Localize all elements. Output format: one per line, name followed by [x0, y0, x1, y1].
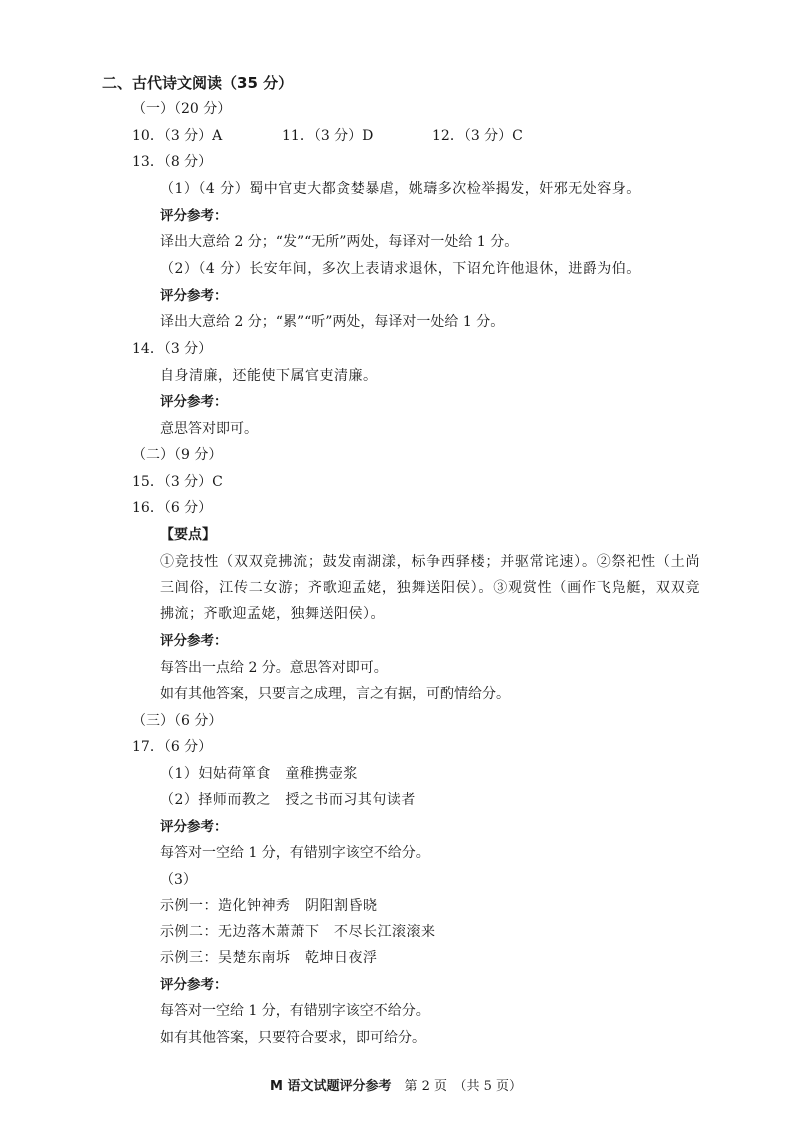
section-title: 二、古代诗文阅读（35 分） — [102, 74, 294, 92]
q16-rubric-text-1: 每答出一点给 2 分。意思答对即可。 — [160, 660, 388, 676]
q13-answer-1: （1）（4 分）蜀中官吏大都贪婪暴虐，姚璹多次检举揭发，奸邪无处容身。 — [160, 181, 641, 197]
q17-example-1: 示例一：造化钟神秀 阴阳割昏晓 — [160, 898, 378, 914]
q17-rubric-2-label: 评分参考： — [160, 977, 228, 993]
q17-part3-header: （3） — [160, 872, 197, 888]
q16-points-text: ①竞技性（双双竞拂流；鼓发南湖漾，标争西驿楼；并驱常诧速）。②祭祀性（土尚三闾俗，江传二女游；齐歌迎孟姥，独舞送阳侯）。③观赏性（画作飞凫艇，双双竞拂流；齐歌迎孟姥，独舞送阳侯）。 — [160, 554, 700, 622]
footer-doc-title: M 语文试题评分参考 — [270, 1079, 392, 1094]
q17-example-2: 示例二：无边落木萧萧下 不尽长江滚滚来 — [160, 924, 436, 940]
part3-header: （三）（6 分） — [132, 713, 223, 729]
q17-example-3: 示例三：吴楚东南坼 乾坤日夜浮 — [160, 950, 378, 966]
q11-answer: 11．（3 分）D — [282, 128, 374, 144]
q12-answer: 12．（3 分）C — [432, 128, 523, 144]
q16-points-label: 【要点】 — [160, 527, 216, 543]
q13-rubric-1-label: 评分参考： — [160, 208, 228, 224]
q17-rubric-1-text: 每答对一空给 1 分，有错别字该空不给分。 — [160, 845, 430, 861]
q14-rubric-label: 评分参考： — [160, 394, 228, 410]
q14-rubric-text: 意思答对即可。 — [160, 421, 258, 437]
q16-rubric-text-2: 如有其他答案，只要言之成理，言之有据，可酌情给分。 — [160, 686, 510, 702]
q13-rubric-2-text: 译出大意给 2 分；“累”“听”两处，每译对一处给 1 分。 — [160, 314, 505, 330]
part1-header: （一）（20 分） — [132, 101, 232, 117]
part2-header: （二）（9 分） — [132, 447, 223, 463]
q17-rubric-2-text-1: 每答对一空给 1 分，有错别字该空不给分。 — [160, 1003, 430, 1019]
q14-answer: 自身清廉，还能使下属官吏清廉。 — [160, 368, 378, 384]
q14-header: 14．（3 分） — [132, 341, 213, 357]
q13-header: 13．（8 分） — [132, 154, 213, 170]
q17-rubric-2-text-2: 如有其他答案，只要符合要求，即可给分。 — [160, 1030, 426, 1046]
q17-answer-2: （2）择师而教之 授之书而习其句读者 — [160, 792, 416, 808]
q16-header: 16．（6 分） — [132, 500, 213, 516]
q16-rubric-label: 评分参考： — [160, 633, 228, 649]
page-footer — [270, 1077, 522, 1097]
q13-answer-2: （2）（4 分）长安年间，多次上表请求退休，下诏允许他退休，进爵为伯。 — [160, 261, 641, 277]
q10-answer: 10．（3 分）A — [132, 128, 223, 144]
q13-rubric-2-label: 评分参考： — [160, 288, 228, 304]
q17-rubric-1-label: 评分参考： — [160, 819, 228, 835]
q15-answer: 15．（3 分）C — [132, 474, 223, 490]
footer-page-number: 第 2 页 （共 5 页） — [404, 1079, 523, 1094]
q17-answer-1: （1）妇姑荷箪食 童稚携壶浆 — [160, 766, 358, 782]
q13-rubric-1-text: 译出大意给 2 分；“发”“无所”两处，每译对一处给 1 分。 — [160, 234, 519, 250]
q17-header: 17．（6 分） — [132, 739, 213, 755]
